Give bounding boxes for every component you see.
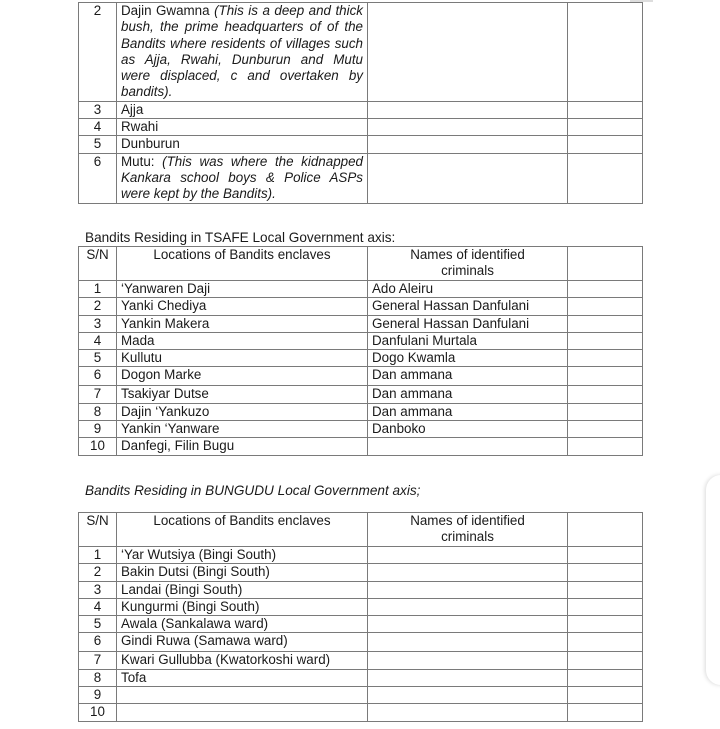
criminal-cell xyxy=(368,547,568,564)
sn-cell: 9 xyxy=(79,421,117,438)
extra-cell xyxy=(568,616,643,633)
criminal-cell: General Hassan Danfulani xyxy=(368,298,568,315)
bungudu-table xyxy=(78,512,643,722)
location-cell: Bakin Dutsi (Bingi South) xyxy=(117,564,368,581)
criminal-cell xyxy=(368,153,568,203)
location-cell: Rwahi xyxy=(117,119,368,136)
criminal-cell: Dogo Kwamla xyxy=(368,350,568,367)
header-location: Locations of Bandits enclaves xyxy=(117,513,368,547)
sn-cell: 3 xyxy=(79,315,117,332)
sn-cell: 7 xyxy=(79,652,117,669)
scroll-handle[interactable] xyxy=(706,475,720,685)
sn-cell: 6 xyxy=(79,633,117,652)
criminal-cell xyxy=(368,652,568,669)
location-cell: Gindi Ruwa (Samawa ward) xyxy=(117,633,368,652)
criminal-cell: Ado Aleiru xyxy=(368,281,568,298)
extra-cell xyxy=(568,119,643,136)
table-row xyxy=(79,101,643,118)
criminal-cell: Dan ammana xyxy=(368,403,568,420)
table-row xyxy=(79,598,643,615)
table-row xyxy=(79,438,643,455)
table-row xyxy=(79,564,643,581)
extra-cell xyxy=(568,421,643,438)
location-name: Mutu: xyxy=(121,153,155,169)
location-cell xyxy=(117,3,368,102)
extra-cell xyxy=(568,652,643,669)
sn-cell: 6 xyxy=(79,153,117,203)
location-cell: Tsakiyar Dutse xyxy=(117,386,368,403)
criminal-cell xyxy=(368,704,568,721)
table-row xyxy=(79,421,643,438)
table-row xyxy=(79,136,643,153)
extra-cell xyxy=(568,403,643,420)
table-header-row xyxy=(79,513,643,547)
header-extra xyxy=(568,247,643,281)
tsafe-heading: Bandits Residing in TSAFE Local Government axis: xyxy=(85,230,396,245)
location-note: (This was where the kidnapped Kankara school boys & Police ASPs were kept by the Bandits). xyxy=(121,153,363,202)
sn-cell: 10 xyxy=(79,438,117,455)
location-cell: ‘Yanwaren Daji xyxy=(117,281,368,298)
extra-cell xyxy=(568,581,643,598)
sn-cell: 5 xyxy=(79,350,117,367)
extra-cell xyxy=(568,350,643,367)
extra-cell xyxy=(568,633,643,652)
criminal-cell: Dan ammana xyxy=(368,367,568,386)
table-row xyxy=(79,403,643,420)
location-cell: Kwari Gullubba (Kwatorkoshi ward) xyxy=(117,652,368,669)
criminal-cell xyxy=(368,101,568,118)
table-row xyxy=(79,3,643,102)
bungudu-heading: Bandits Residing in BUNGUDU Local Government axis; xyxy=(85,483,421,498)
extra-cell xyxy=(568,101,643,118)
location-cell: Yanki Chediya xyxy=(117,298,368,315)
location-cell: Yankin Makera xyxy=(117,315,368,332)
table-row xyxy=(79,332,643,349)
location-cell: Dogon Marke xyxy=(117,367,368,386)
criminal-cell xyxy=(368,581,568,598)
table-header-row xyxy=(79,247,643,281)
header-criminals: Names of identified criminals xyxy=(368,513,568,547)
criminal-cell xyxy=(368,669,568,686)
location-cell: Dunburun xyxy=(117,136,368,153)
header-criminals: Names of identified criminals xyxy=(368,247,568,281)
location-cell: Yankin ‘Yanware xyxy=(117,421,368,438)
table-row xyxy=(79,315,643,332)
sn-cell: 10 xyxy=(79,704,117,721)
table-row xyxy=(79,616,643,633)
table-row xyxy=(79,687,643,704)
sn-cell: 3 xyxy=(79,101,117,118)
sn-cell: 4 xyxy=(79,119,117,136)
extra-cell xyxy=(568,315,643,332)
location-cell: Danfegi, Filin Bugu xyxy=(117,438,368,455)
header-sn: S/N xyxy=(79,513,117,547)
extra-cell xyxy=(568,298,643,315)
table-row xyxy=(79,281,643,298)
sn-cell: 4 xyxy=(79,332,117,349)
criminal-cell xyxy=(368,3,568,102)
location-cell: Mada xyxy=(117,332,368,349)
location-cell: Kungurmi (Bingi South) xyxy=(117,598,368,615)
table-row xyxy=(79,652,643,669)
location-cell: ‘Yar Wutsiya (Bingi South) xyxy=(117,547,368,564)
tsafe-table xyxy=(78,246,643,456)
sn-cell: 8 xyxy=(79,669,117,686)
sn-cell: 4 xyxy=(79,598,117,615)
criminal-cell xyxy=(368,564,568,581)
sn-cell: 6 xyxy=(79,367,117,386)
extra-cell xyxy=(568,547,643,564)
header-extra xyxy=(568,513,643,547)
table-row xyxy=(79,581,643,598)
extra-cell xyxy=(568,687,643,704)
sn-cell: 5 xyxy=(79,616,117,633)
sn-cell: 3 xyxy=(79,581,117,598)
criminal-cell: General Hassan Danfulani xyxy=(368,315,568,332)
table-row xyxy=(79,350,643,367)
extra-cell xyxy=(568,136,643,153)
criminal-cell xyxy=(368,633,568,652)
location-cell: Kullutu xyxy=(117,350,368,367)
criminal-cell: Danfulani Murtala xyxy=(368,332,568,349)
sn-cell: 7 xyxy=(79,386,117,403)
extra-cell xyxy=(568,367,643,386)
header-sn: S/N xyxy=(79,247,117,281)
sn-cell: 2 xyxy=(79,298,117,315)
location-cell xyxy=(117,153,368,203)
location-cell xyxy=(117,704,368,721)
table-row xyxy=(79,704,643,721)
location-cell: Awala (Sankalawa ward) xyxy=(117,616,368,633)
criminal-cell xyxy=(368,598,568,615)
criminal-cell: Dan ammana xyxy=(368,386,568,403)
location-cell: Dajin ‘Yankuzo xyxy=(117,403,368,420)
table-row xyxy=(79,547,643,564)
extra-cell xyxy=(568,704,643,721)
location-name: Dajin Gwamna xyxy=(121,3,210,18)
extra-cell xyxy=(568,669,643,686)
extra-cell xyxy=(568,281,643,298)
location-cell: Ajja xyxy=(117,101,368,118)
header-location: Locations of Bandits enclaves xyxy=(117,247,368,281)
extra-cell xyxy=(568,438,643,455)
location-cell xyxy=(117,687,368,704)
continued-enclaves-table xyxy=(78,2,643,204)
sn-cell: 1 xyxy=(79,547,117,564)
location-note: (This is a deep and thick bush, the prime headquarters of of the Bandits where residents of villages such as Ajja, Rwahi, Dunburun and Mutu were displaced, c and overtaken by bandits). xyxy=(121,3,363,100)
sn-cell: 8 xyxy=(79,403,117,420)
criminal-cell xyxy=(368,687,568,704)
extra-cell xyxy=(568,598,643,615)
table-row xyxy=(79,386,643,403)
extra-cell xyxy=(568,3,643,102)
extra-cell xyxy=(568,153,643,203)
criminal-cell xyxy=(368,119,568,136)
sn-cell: 9 xyxy=(79,687,117,704)
table-row xyxy=(79,119,643,136)
sn-cell: 2 xyxy=(79,564,117,581)
table-row xyxy=(79,367,643,386)
extra-cell xyxy=(568,386,643,403)
sn-cell: 1 xyxy=(79,281,117,298)
table-row xyxy=(79,298,643,315)
table-row xyxy=(79,633,643,652)
criminal-cell xyxy=(368,616,568,633)
criminal-cell xyxy=(368,136,568,153)
table-row xyxy=(79,669,643,686)
sn-cell: 5 xyxy=(79,136,117,153)
extra-cell xyxy=(568,564,643,581)
table-row xyxy=(79,153,643,203)
location-cell: Tofa xyxy=(117,669,368,686)
location-cell: Landai (Bingi South) xyxy=(117,581,368,598)
criminal-cell: Danboko xyxy=(368,421,568,438)
extra-cell xyxy=(568,332,643,349)
criminal-cell xyxy=(368,438,568,455)
sn-cell: 2 xyxy=(79,3,117,102)
